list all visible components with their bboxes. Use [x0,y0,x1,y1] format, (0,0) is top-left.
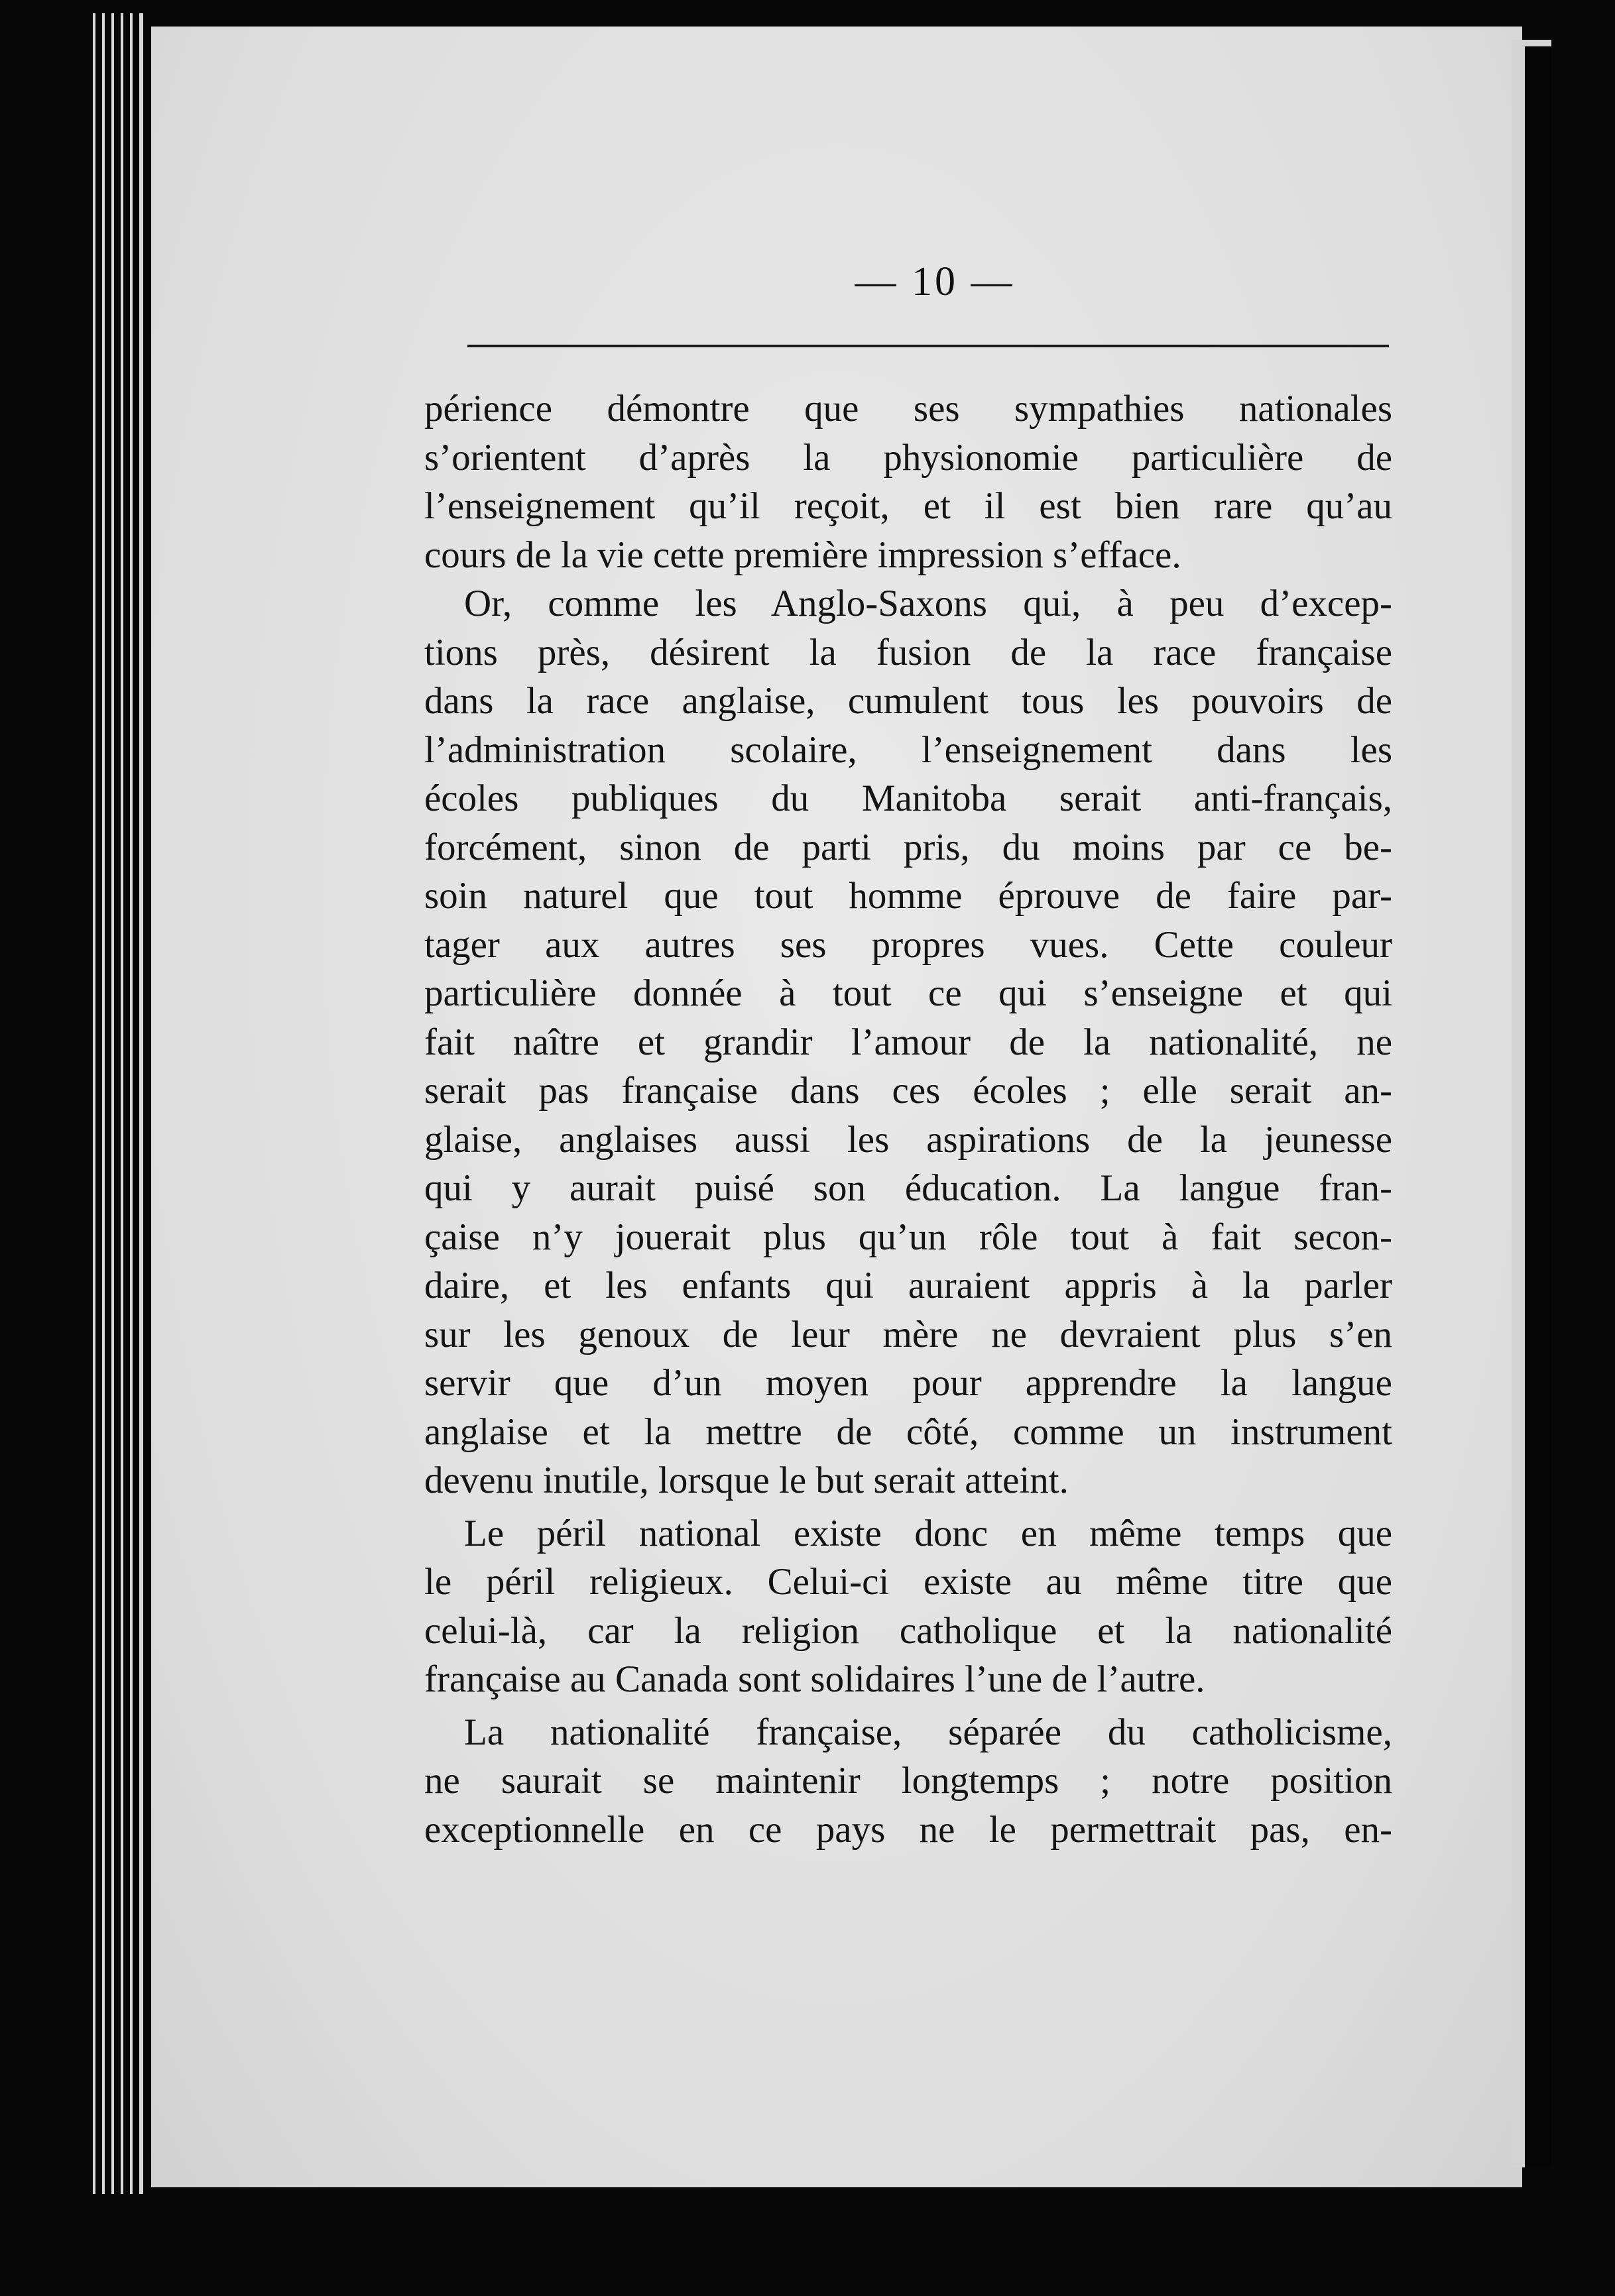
text-line: glaise, anglaises aussi les aspirations de la jeunesse [424,1118,1392,1161]
text-line: qui y aurait puisé son éducation. La langue fran- [424,1167,1392,1209]
text-line: dans la race anglaise, cumulent tous les pouvoirs de [424,680,1392,722]
text-line: cours de la vie cette première impression s’efface. [424,534,1181,576]
text-line: forcément, sinon de parti pris, du moins par ce be- [424,826,1392,868]
text-line: sur les genoux de leur mère ne devraient plus s’en [424,1313,1392,1355]
text-line: tions près, désirent la fusion de la race française [424,631,1392,673]
text-line: l’administration scolaire, l’enseignement dans les [424,728,1392,771]
text-line: Le péril national existe donc en même temps que [464,1512,1392,1554]
text-line: Or, comme les Anglo-Saxons qui, à peu d’excep- [464,583,1392,624]
page-edges [93,13,159,2194]
text-line: La nationalité française, séparée du catholicisme, [464,1711,1392,1753]
text-line: tager aux autres ses propres vues. Cette couleur [424,923,1392,966]
text-line: française au Canada sont solidaires l’une de l’autre. [424,1658,1205,1700]
text-line: périence démontre que ses sympathies nationales [424,388,1392,430]
text-line: çaise n’y jouerait plus qu’un rôle tout à fait secon- [424,1216,1392,1258]
text-line: devenu inutile, lorsque le but serait atteint. [424,1460,1069,1501]
text-line: serait pas française dans ces écoles ; elle serait an- [424,1070,1392,1112]
page-number: — 10 — [855,259,1015,304]
text-line: le péril religieux. Celui-ci existe au même titre que [424,1561,1392,1603]
text-line: s’orientent d’après la physionomie particulière de [424,436,1392,479]
text-line: exceptionnelle en ce pays ne le permettrait pas, en- [424,1808,1392,1851]
header-rule [467,345,1389,347]
binding-shadow [1525,46,1551,2167]
text-line: écoles publiques du Manitoba serait anti-français, [424,777,1392,819]
text-line: l’enseignement qu’il reçoit, et il est bien rare qu’au [424,485,1392,527]
text-line: anglaise et la mettre de côté, comme un instrument [424,1410,1392,1453]
text-line: soin naturel que tout homme éprouve de faire par- [424,875,1392,917]
text-line: celui-là, car la religion catholique et la nationalité [424,1609,1392,1652]
text-line: particulière donnée à tout ce qui s’enseigne et qui [424,972,1392,1014]
text-line: fait naître et grandir l’amour de la nationalité, ne [424,1021,1392,1063]
text-line: ne saurait se maintenir longtemps ; notre position [424,1760,1392,1802]
text-line: daire, et les enfants qui auraient appris à la parler [424,1265,1392,1306]
text-line: servir que d’un moyen pour apprendre la langue [424,1362,1392,1404]
body-text [424,384,1392,1854]
